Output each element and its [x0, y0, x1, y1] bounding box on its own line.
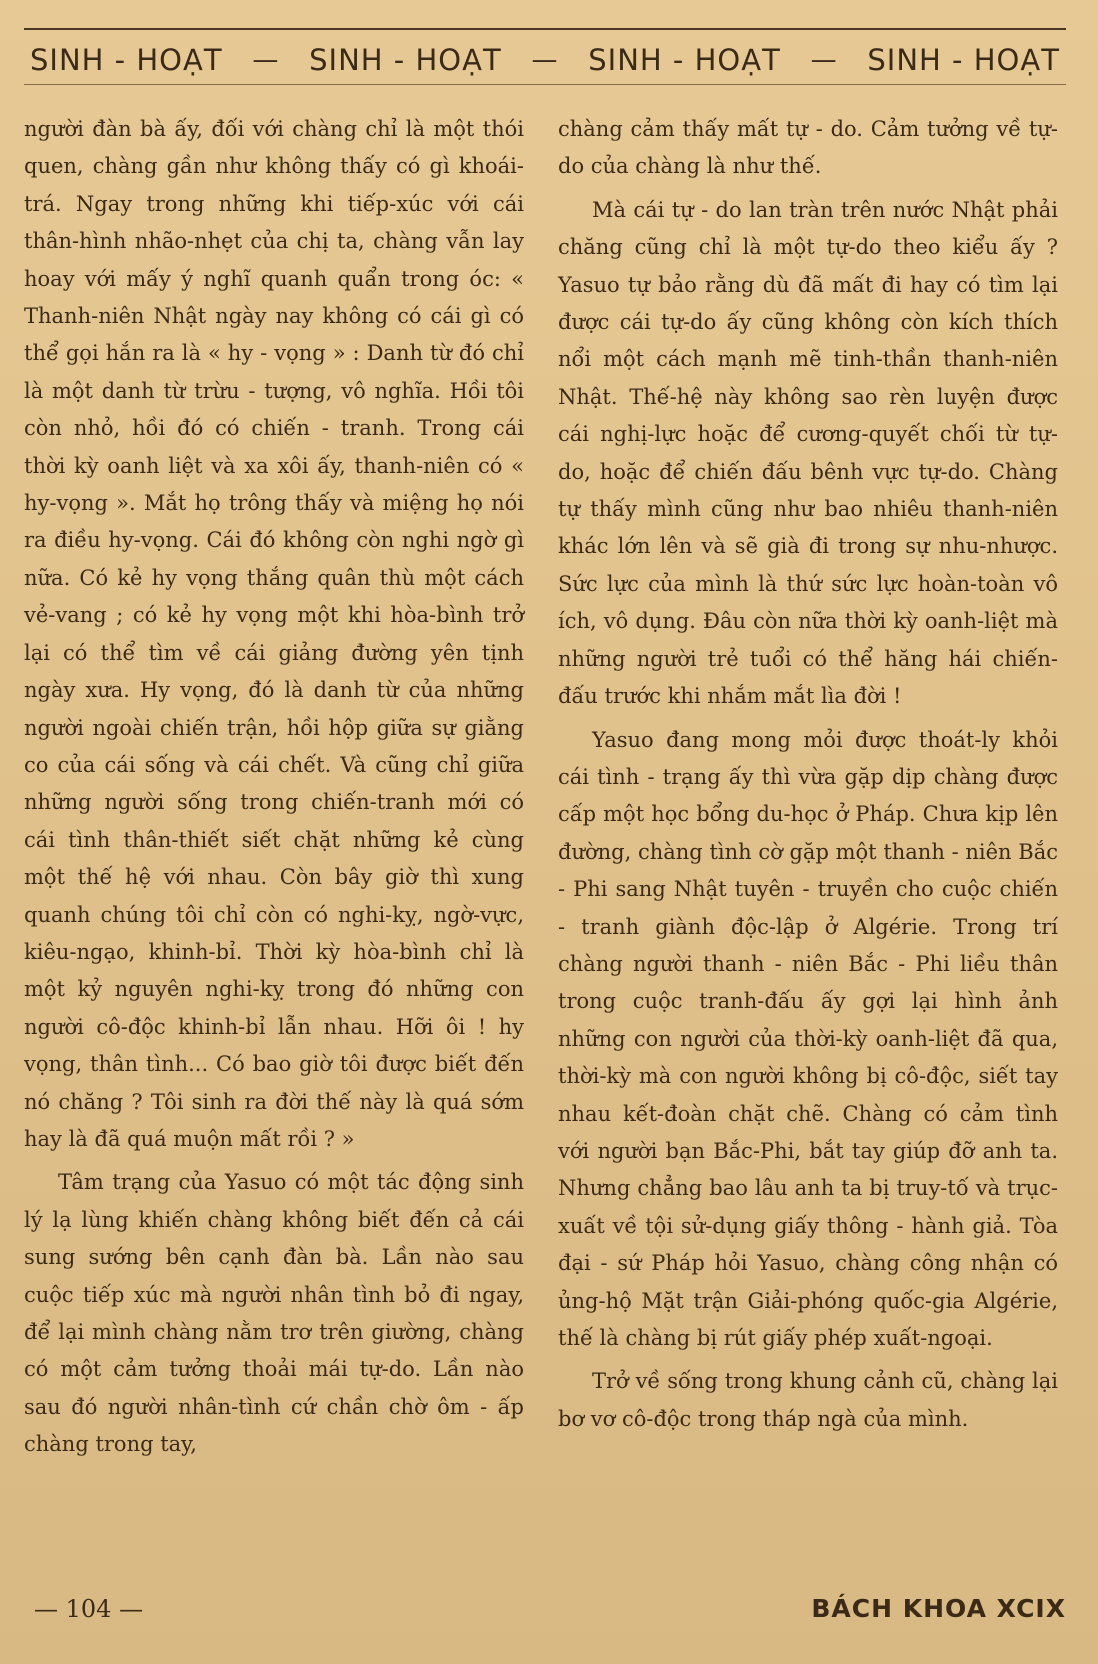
page-number: — 104 —	[34, 1594, 144, 1623]
running-head-separator: —	[810, 45, 838, 75]
head-rule	[24, 84, 1066, 85]
running-head	[24, 38, 1066, 82]
paragraph: Tâm trạng của Yasuo có một tác động sinh lý lạ lùng khiến chàng không biết đến cả cái sung sướng bên cạnh đàn bà. Lần nào sau cuộc tiếp xúc mà người nhân tình bỏ đi ngay, để lại mình chàng nằm trơ trên giường, chàng có một cảm tưởng thoải mái tự-do. Lần nào sau đó người nhân-tình cứ chần chờ ôm - ấp chàng trong tay,	[24, 1170, 524, 1457]
running-head-item: SINH - HOẠT	[867, 43, 1060, 77]
running-head-item: SINH - HOẠT	[588, 43, 781, 77]
page-footer	[34, 1594, 1066, 1623]
right-column	[558, 111, 1058, 1470]
paragraph: Yasuo đang mong mỏi được thoát-ly khỏi cái tình - trạng ấy thì vừa gặp dịp chàng được cấp một học bổng du-học ở Pháp. Chưa kịp lên đường, chàng tình cờ gặp một thanh - niên Bắc - Phi sang Nhật tuyên - truyền cho cuộc chiến - tranh giành độc-lập ở Algérie. Trong trí chàng người thanh - niên Bắc - Phi liều thân trong cuộc tranh-đấu ấy gợi lại hình ảnh những con người của thời-kỳ oanh-liệt đã qua, thời-kỳ mà con người không bị cô-độc, siết tay nhau kết-đoàn chặt chẽ. Chàng có cảm tình với người bạn Bắc-Phi, bắt tay giúp đỡ anh ta. Nhưng chẳng bao lâu anh ta bị truy-tố và trục-xuất về tội sử-dụng giấy thông - hành giả. Tòa đại - sứ Pháp hỏi Yasuo, chàng công nhận có ủng-hộ Mặt trận Giải-phóng quốc-gia Algérie, thế là chàng bị rút giấy phép xuất-ngoại.	[558, 727, 1058, 1350]
magazine-name: BÁCH KHOA XCIX	[811, 1594, 1066, 1623]
running-head-separator: —	[252, 45, 280, 75]
running-head-separator: —	[531, 45, 559, 75]
paragraph: Mà cái tự - do lan tràn trên nước Nhật phải chăng cũng chỉ là một tự-do theo kiểu ấy ? Yasuo tự bảo rằng dù đã mất đi hay có tìm lại được cái tự-do ấy cũng không còn kích thích nổi một cách mạnh mẽ tinh-thần thanh-niên Nhật. Thế-hệ này không sao rèn luyện được cái nghị-lực hoặc để cương-quyết chối từ tự-do, hoặc để chiến đấu bênh vực tự-do. Chàng tự thấy mình cũng như bao nhiêu thanh-niên khác lớn lên và sẽ già đi trong sự nhu-nhược. Sức lực của mình là thứ sức lực hoàn-toàn vô ích, vô dụng. Đâu còn nữa thời kỳ oanh-liệt mà những người trẻ tuổi có thể hăng hái chiến-đấu trước khi nhắm mắt lìa đời !	[558, 197, 1058, 709]
running-head-item: SINH - HOẠT	[30, 43, 223, 77]
left-column	[24, 111, 524, 1470]
paragraph: chàng cảm thấy mất tự - do. Cảm tưởng về tự-do của chàng là như thế.	[558, 117, 1058, 179]
paragraph: Trở về sống trong khung cảnh cũ, chàng lại bơ vơ cô-độc trong tháp ngà của mình.	[558, 1369, 1058, 1431]
text-columns	[24, 111, 1066, 1470]
top-rule	[24, 28, 1066, 30]
paragraph: người đàn bà ấy, đối với chàng chỉ là một thói quen, chàng gần như không thấy có gì khoái-trá. Ngay trong những khi tiếp-xúc với cái thân-hình nhão-nhẹt của chị ta, chàng vẫn lay hoay với mấy ý nghĩ quanh quẩn trong óc: « Thanh-niên Nhật ngày nay không có cái gì có thể gọi hắn ra là « hy - vọng » : Danh từ đó chỉ là một danh từ trừu - tượng, vô nghĩa. Hồi tôi còn nhỏ, hồi đó có chiến - tranh. Trong cái thời kỳ oanh liệt và xa xôi ấy, thanh-niên có « hy-vọng ». Mắt họ trông thấy và miệng họ nói ra điều hy-vọng. Cái đó không còn nghi ngờ gì nữa. Có kẻ hy vọng thắng quân thù một cách vẻ-vang ; có kẻ hy vọng một khi hòa-bình trở lại có thể tìm về cái giảng đường yên tịnh ngày xưa. Hy vọng, đó là danh từ của những người ngoài chiến trận, hồi hộp giữa sự giằng co của cái sống và cái chết. Và cũng chỉ giữa những người sống trong chiến-tranh mới có cái tình thân-thiết siết chặt những kẻ cùng một thế hệ với nhau. Còn bây giờ thì xung quanh chúng tôi chỉ còn có nghi-kỵ, ngờ-vực, kiêu-ngạo, khinh-bỉ. Thời kỳ hòa-bình chỉ là một kỷ nguyên nghi-kỵ trong đó những con người cô-độc khinh-bỉ lẫn nhau. Hỡi ôi ! hy vọng, thân tình... Có bao giờ tôi được biết đến nó chăng ? Tôi sinh ra đời thế này là quá sớm hay là đã quá muộn mất rồi ? »	[24, 117, 524, 1151]
running-head-item: SINH - HOẠT	[309, 43, 502, 77]
